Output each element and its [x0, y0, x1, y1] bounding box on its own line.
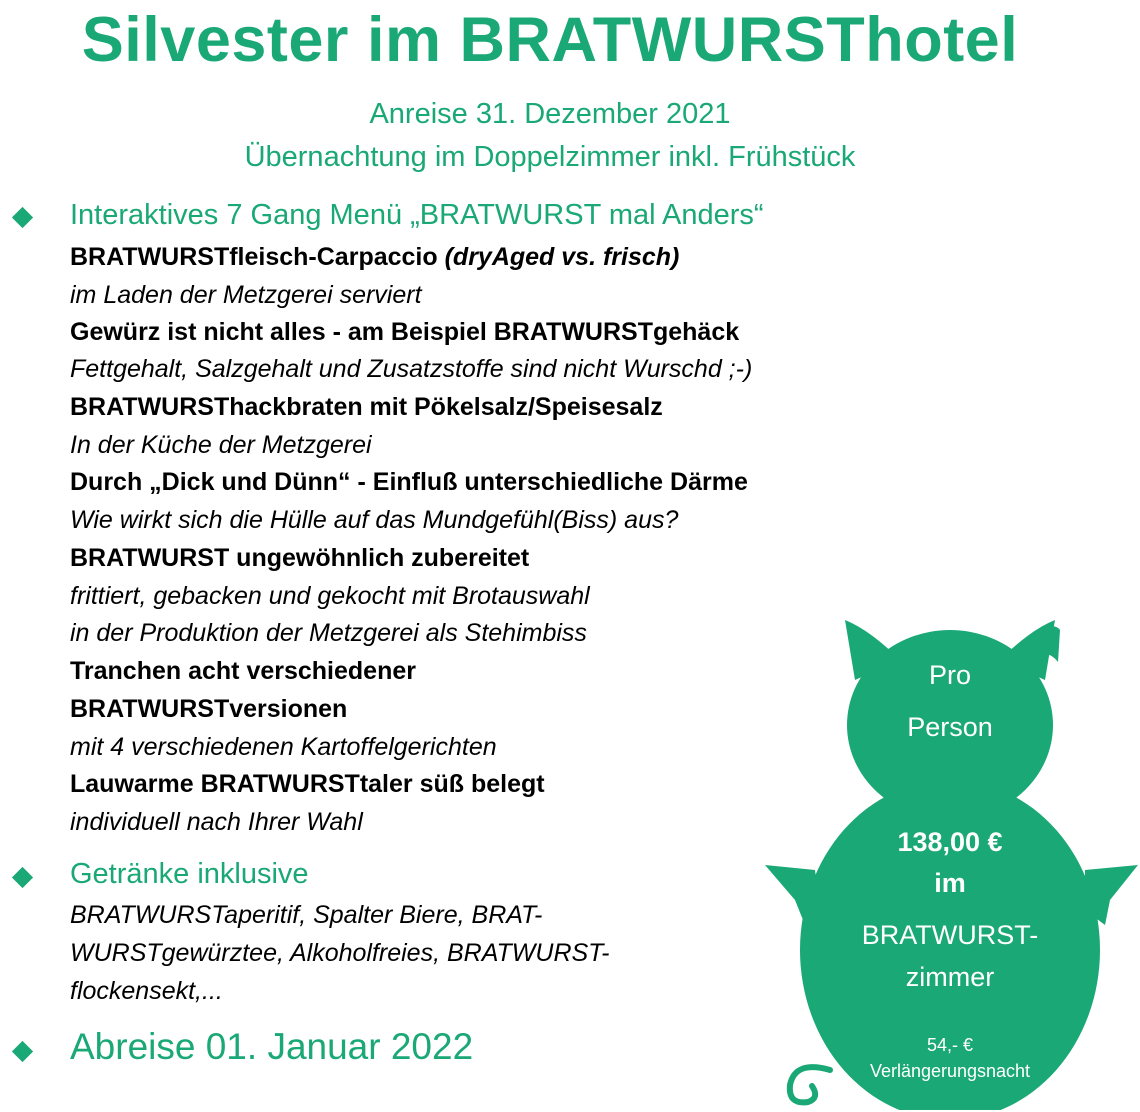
badge-per-2: Person	[907, 712, 993, 742]
badge-room-2: zimmer	[905, 962, 995, 992]
badge-im: im	[934, 868, 966, 898]
badge-extra-label: Verlängerungsnacht	[869, 1061, 1031, 1081]
course2-desc: Fettgehalt, Salzgehalt und Zusatzstoffe sind nicht Wurschd ;-)	[70, 355, 753, 383]
course5-title: BRATWURST ungewöhnlich zubereitet	[70, 544, 530, 572]
course4-title: Durch „Dick und Dünn“ - Einfluß unterschiedliche Därme	[70, 468, 748, 496]
drinks-line-3: flockensekt,...	[70, 977, 223, 1005]
course6-title-2: BRATWURSTversionen	[70, 695, 348, 723]
arrival-date: Anreise 31. Dezember 2021	[369, 98, 731, 130]
drinks-heading: Getränke inklusive	[70, 858, 309, 890]
badge-per-1: Pro	[928, 660, 972, 690]
bullet-diamond-icon	[12, 207, 33, 228]
bullet-diamond-icon	[12, 1041, 33, 1062]
page-title: Silvester im BRATWURSThotel	[81, 5, 1019, 75]
course7-desc: individuell nach Ihrer Wahl	[70, 808, 363, 836]
drinks-line-1: BRATWURSTaperitif, Spalter Biere, BRAT-	[70, 901, 543, 929]
menu-heading: Interaktives 7 Gang Menü „BRATWURST mal Anders“	[70, 199, 764, 231]
course3-title: BRATWURSThackbraten mit Pökelsalz/Speisesalz	[70, 393, 663, 421]
course-title	[70, 242, 679, 272]
bullet-diamond-icon	[12, 867, 33, 888]
badge-room-1: BRATWURST-	[861, 920, 1039, 950]
drinks-line-2: WURSTgewürztee, Alkoholfreies, BRATWURST-	[70, 939, 610, 967]
course1-title-italic: (dryAged vs. frisch)	[444, 243, 680, 271]
course1-desc: im Laden der Metzgerei serviert	[70, 281, 422, 309]
course6-title-1: Tranchen acht verschiedener	[70, 657, 416, 685]
course1-title: BRATWURSTfleisch-Carpaccio	[70, 243, 438, 271]
badge-extra-price: 54,- €	[926, 1035, 974, 1055]
course5-desc-1: frittiert, gebacken und gekocht mit Brotauswahl	[70, 582, 590, 610]
course5-desc-2: in der Produktion der Metzgerei als Stehimbiss	[70, 619, 587, 647]
course2-title: Gewürz ist nicht alles - am Beispiel BRATWURSTgehäck	[70, 318, 740, 346]
course3-desc: In der Küche der Metzgerei	[70, 431, 372, 459]
course6-desc: mit 4 verschiedenen Kartoffelgerichten	[70, 733, 497, 761]
overnight-info: Übernachtung im Doppelzimmer inkl. Frühstück	[244, 141, 856, 173]
badge-price: 138,00 €	[897, 827, 1003, 857]
course7-title: Lauwarme BRATWURSTtaler süß belegt	[70, 770, 545, 798]
departure-date: Abreise 01. Januar 2022	[70, 1026, 474, 1067]
course4-desc: Wie wirkt sich die Hülle auf das Mundgefühl(Biss) aus?	[70, 506, 679, 534]
